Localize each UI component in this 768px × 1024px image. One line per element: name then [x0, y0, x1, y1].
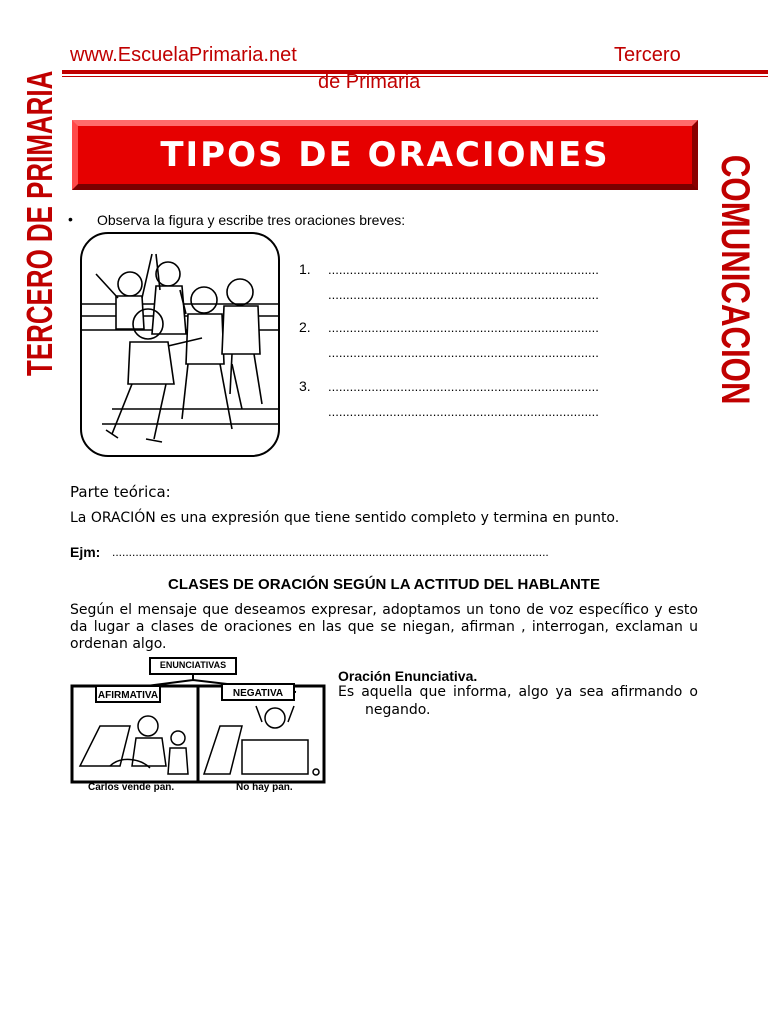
enunciativa-text-1: Es aquella que informa, algo ya sea afirmando o — [338, 684, 698, 700]
item-2-line-2[interactable]: ........................................................................... — [328, 345, 599, 360]
item-1-line-2[interactable]: ........................................................................... — [328, 287, 599, 302]
diagram-right-label: NEGATIVA — [232, 688, 284, 699]
item-2-number: 2. — [299, 319, 311, 335]
enunciativa-text-2: negando. — [365, 702, 431, 718]
enunciativas-diagram — [70, 656, 328, 798]
item-1-line-1[interactable]: ........................................................................... — [328, 262, 599, 277]
instruction-text: Observa la figura y escribe tres oraciones breves: — [97, 212, 406, 228]
diagram-top-label: ENUNCIATIVAS — [159, 660, 227, 670]
item-2-line-1[interactable]: ........................................................................... — [328, 320, 599, 335]
page-title: TIPOS DE ORACIONES — [160, 135, 610, 175]
children-drawing — [82, 234, 278, 455]
item-3-line-1[interactable]: ........................................................................... — [328, 379, 599, 394]
diagram-drawing — [70, 656, 328, 798]
bullet: • — [68, 211, 73, 227]
enunciativa-heading: Oración Enunciativa. — [338, 668, 478, 684]
grade-label: Tercero — [614, 44, 681, 66]
example-line[interactable]: ................................................................................................................................... — [112, 545, 549, 559]
diagram-left-caption: Carlos vende pan. — [88, 782, 175, 793]
grade-label-continued: de Primaria — [318, 71, 421, 93]
item-1-number: 1. — [299, 261, 311, 277]
diagram-left-label: AFIRMATIVA — [97, 690, 159, 701]
diagram-right-caption: No hay pan. — [236, 782, 293, 793]
item-3-number: 3. — [299, 378, 311, 394]
title-banner — [72, 120, 698, 190]
classes-intro: Según el mensaje que deseamos expresar, adoptamos un tono de voz específico y esto da lugar a clases de oraciones en las que se niegan, afirman , interrogan, exclaman u ordenan algo. — [70, 602, 698, 652]
side-label-left: TERCERO DE PRIMARIA — [19, 70, 60, 376]
children-illustration — [80, 232, 280, 457]
classes-heading: CLASES DE ORACIÓN SEGÚN LA ACTITUD DEL HABLANTE — [168, 576, 600, 593]
example-label: Ejm: — [70, 544, 101, 560]
definition-text: La ORACIÓN es una expresión que tiene sentido completo y termina en punto. — [70, 510, 620, 526]
item-3-line-2[interactable]: ........................................................................... — [328, 404, 599, 419]
theory-heading: Parte teórica: — [70, 483, 171, 501]
side-label-right: COMUNICACION — [713, 154, 757, 405]
site-url[interactable]: www.EscuelaPrimaria.net — [70, 44, 297, 66]
